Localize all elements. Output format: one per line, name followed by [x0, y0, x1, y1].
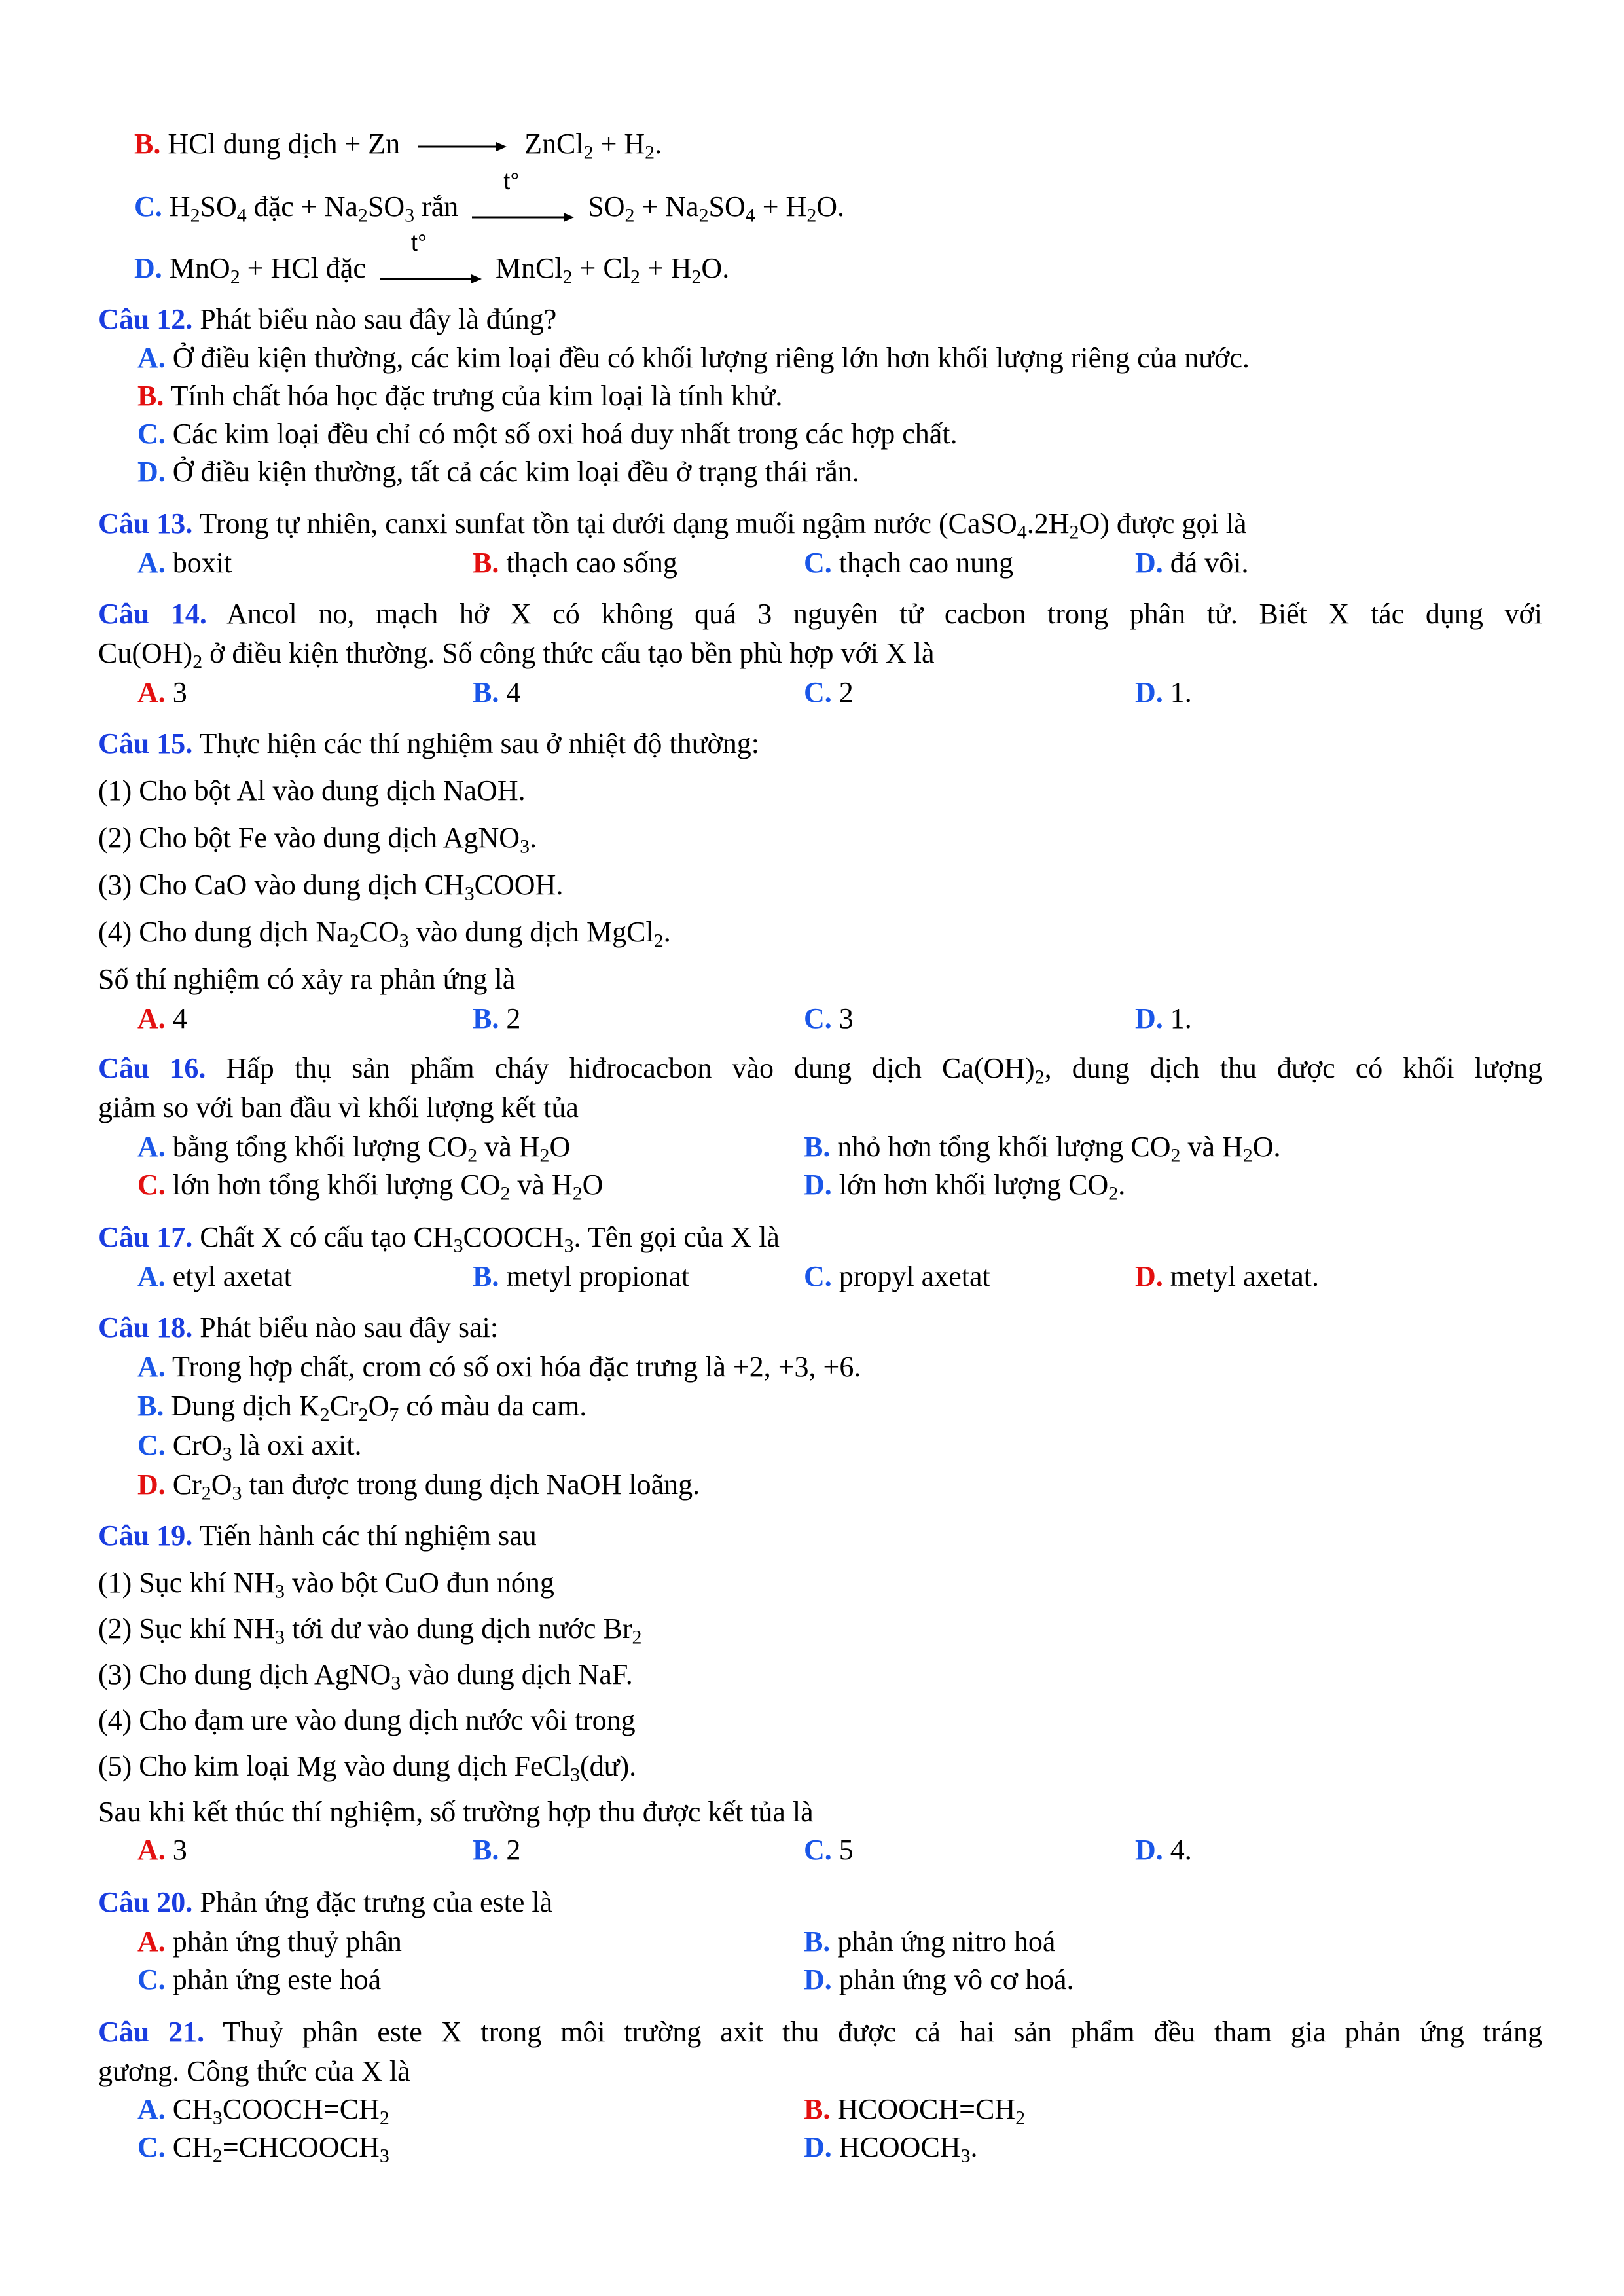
- q15-statement-1: (1) Cho bột Al vào dung dịch NaOH.: [98, 774, 526, 807]
- q18-option-b: B. Dung dịch $K_2Cr_2O_7$ có màu da cam.: [137, 1390, 587, 1426]
- q14-option-b: B. 4: [473, 676, 521, 708]
- q18-option-a: A. Trong hợp chất, crom có số oxi hóa đặc trưng là +2, +3, +6.: [137, 1351, 861, 1383]
- q16-option-b: B. nhỏ hơn tổng khối lượng $CO_2$ và $H_2O$.: [804, 1131, 1281, 1167]
- q17-option-d: D. metyl axetat.: [1135, 1260, 1320, 1292]
- question-16-cont: giảm so với ban đầu vì khối lượng kết tủa: [98, 1091, 579, 1123]
- question-label: Câu 12.: [98, 303, 193, 335]
- q14-option-c: C. 2: [804, 676, 854, 708]
- q12-option-b: B. Tính chất hóa học đặc trưng của kim loại là tính khử.: [137, 380, 783, 412]
- q12-option-a: A. Ở điều kiện thường, các kim loại đều có khối lượng riêng lớn hơn khối lượng riêng của nước.: [137, 342, 1250, 374]
- q21-option-a: A. $CH_3COOCH=CH_2$: [137, 2093, 389, 2129]
- option-c-reaction: C. $H_2SO_4$ đặc + $Na_2SO_3$ rắn t° $SO_2 + Na_2SO_4 + H_2O$.: [134, 189, 844, 225]
- q21-option-d: D. $HCOOCH_3$.: [804, 2131, 978, 2167]
- q15-option-c: C. 3: [804, 1002, 854, 1034]
- q13-option-d: D. đá vôi.: [1135, 547, 1249, 579]
- q15-option-d: D. 1.: [1135, 1002, 1192, 1034]
- q20-option-a: A. phản ứng thuỷ phân: [137, 1925, 402, 1958]
- q17-option-c: C. propyl axetat: [804, 1260, 990, 1292]
- q14-option-d: D. 1.: [1135, 676, 1192, 708]
- option-key: B.: [134, 128, 161, 160]
- question-18: Câu 18. Phát biểu nào sau đây sai:: [98, 1311, 499, 1343]
- reaction-arrow-heated: [471, 167, 575, 219]
- question-13: Câu 13. Trong tự nhiên, canxi sunfat tồn tại dưới dạng muối ngậm nước $(CaSO_4.2H_2O)$ được gọi là: [98, 507, 1247, 543]
- q15-statement-4: (4) Cho dung dịch $Na_2CO_3$ vào dung dịch MgCl$_2$.: [98, 916, 671, 952]
- heat-condition: t°: [503, 167, 520, 194]
- q12-option-d: D. Ở điều kiện thường, tất cả các kim loại đều ở trạng thái rắn.: [137, 456, 859, 488]
- q21-option-b: B. $HCOOCH=CH_2$: [804, 2093, 1026, 2129]
- q13-option-a: A. boxit: [137, 547, 232, 579]
- q21-option-c: C. $CH_2=CHCOOCH_3$: [137, 2131, 389, 2167]
- q19-statement-2: (2) Sục khí $NH_3$ tới dư vào dung dịch nước $Br_2$: [98, 1613, 642, 1649]
- q13-option-b: B. thạch cao sống: [473, 547, 677, 579]
- q19-option-b: B. 2: [473, 1834, 521, 1866]
- q19-ask: Sau khi kết thúc thí nghiệm, số trường hợp thu được kết tủa là: [98, 1796, 814, 1828]
- q15-ask: Số thí nghiệm có xảy ra phản ứng là: [98, 963, 516, 995]
- reaction-arrow-icon: [416, 137, 508, 156]
- q15-option-a: A. 4: [137, 1002, 187, 1034]
- option-d-reaction: D. MnO$_2$ + HCl đặc t° MnCl$_2$ + $Cl_2 + H_2O$.: [134, 250, 729, 287]
- reaction-arrow-icon: [471, 208, 575, 227]
- q18-option-d: D. $Cr_2O_3$ tan được trong dung dịch NaOH loãng.: [137, 1468, 700, 1504]
- q20-option-c: C. phản ứng este hoá: [137, 1963, 382, 1995]
- q15-statement-3: (3) Cho CaO vào dung dịch $CH_3COOH$.: [98, 869, 564, 905]
- option-b-reaction: B. HCl dung dịch + Zn ZnCl$_2$ + $H_2$.: [134, 128, 662, 164]
- q19-statement-1: (1) Sục khí $NH_3$ vào bột CuO đun nóng: [98, 1567, 554, 1603]
- option-key: C.: [134, 191, 162, 223]
- q16-option-d: D. lớn hơn khối lượng $CO_2$.: [804, 1169, 1126, 1205]
- question-21-cont: gương. Công thức của X là: [98, 2055, 410, 2087]
- q19-option-d: D. 4.: [1135, 1834, 1192, 1866]
- q16-option-c: C. lớn hơn tổng khối lượng $CO_2$ và $H_2O$: [137, 1169, 604, 1205]
- reaction-arrow-heated: [378, 228, 483, 281]
- q19-option-c: C. 5: [804, 1834, 854, 1866]
- question-21: Câu 21. Thuỷ phân este X trong môi trường axit thu được cả hai sản phẩm đều tham gia phản ứng tráng: [98, 2016, 1542, 2048]
- q17-option-a: A. etyl axetat: [137, 1260, 292, 1292]
- question-20: Câu 20. Phản ứng đặc trưng của este là: [98, 1886, 553, 1918]
- q19-option-a: A. 3: [137, 1834, 187, 1866]
- q17-option-b: B. metyl propionat: [473, 1260, 690, 1292]
- option-key: D.: [134, 252, 162, 284]
- reaction-arrow-icon: [378, 269, 483, 289]
- question-15: Câu 15. Thực hiện các thí nghiệm sau ở nhiệt độ thường:: [98, 727, 759, 759]
- heat-condition: t°: [410, 228, 427, 256]
- question-19: Câu 19. Tiến hành các thí nghiệm sau: [98, 1520, 537, 1552]
- q12-option-c: C. Các kim loại đều chỉ có một số oxi hoá duy nhất trong các hợp chất.: [137, 418, 958, 450]
- question-12: Câu 12. Phát biểu nào sau đây là đúng?: [98, 303, 557, 335]
- q18-option-c: C. CrO$_3$ là oxi axit.: [137, 1429, 362, 1465]
- question-16: Câu 16. Hấp thụ sản phẩm cháy hiđrocacbon vào dung dịch $Ca(OH)_2$, dung dịch thu được có khối lượng: [98, 1052, 1543, 1088]
- q14-option-a: A. 3: [137, 676, 187, 708]
- q20-option-b: B. phản ứng nitro hoá: [804, 1925, 1056, 1958]
- question-14: Câu 14. Ancol no, mạch hở X có không quá 3 nguyên tử cacbon trong phân tử. Biết X tác dụng với: [98, 598, 1542, 630]
- question-14-cont: $Cu(OH)_2$ ở điều kiện thường. Số công thức cấu tạo bền phù hợp với X là: [98, 637, 935, 673]
- q16-option-a: A. bằng tổng khối lượng $CO_2$ và $H_2O$: [137, 1131, 571, 1167]
- q13-option-c: C. thạch cao nung: [804, 547, 1014, 579]
- q19-statement-3: (3) Cho dung dịch AgNO$_3$ vào dung dịch NaF.: [98, 1658, 633, 1694]
- q19-statement-4: (4) Cho đạm ure vào dung dịch nước vôi trong: [98, 1704, 636, 1736]
- question-17: Câu 17. Chất X có cấu tạo $CH_3COOCH_3$. Tên gọi của X là: [98, 1221, 780, 1257]
- q20-option-d: D. phản ứng vô cơ hoá.: [804, 1963, 1074, 1995]
- q15-statement-2: (2) Cho bột Fe vào dung dịch AgNO$_3$.: [98, 822, 537, 858]
- q19-statement-5: (5) Cho kim loại Mg vào dung dịch FeCl$_3$(dư).: [98, 1750, 637, 1786]
- q15-option-b: B. 2: [473, 1002, 521, 1034]
